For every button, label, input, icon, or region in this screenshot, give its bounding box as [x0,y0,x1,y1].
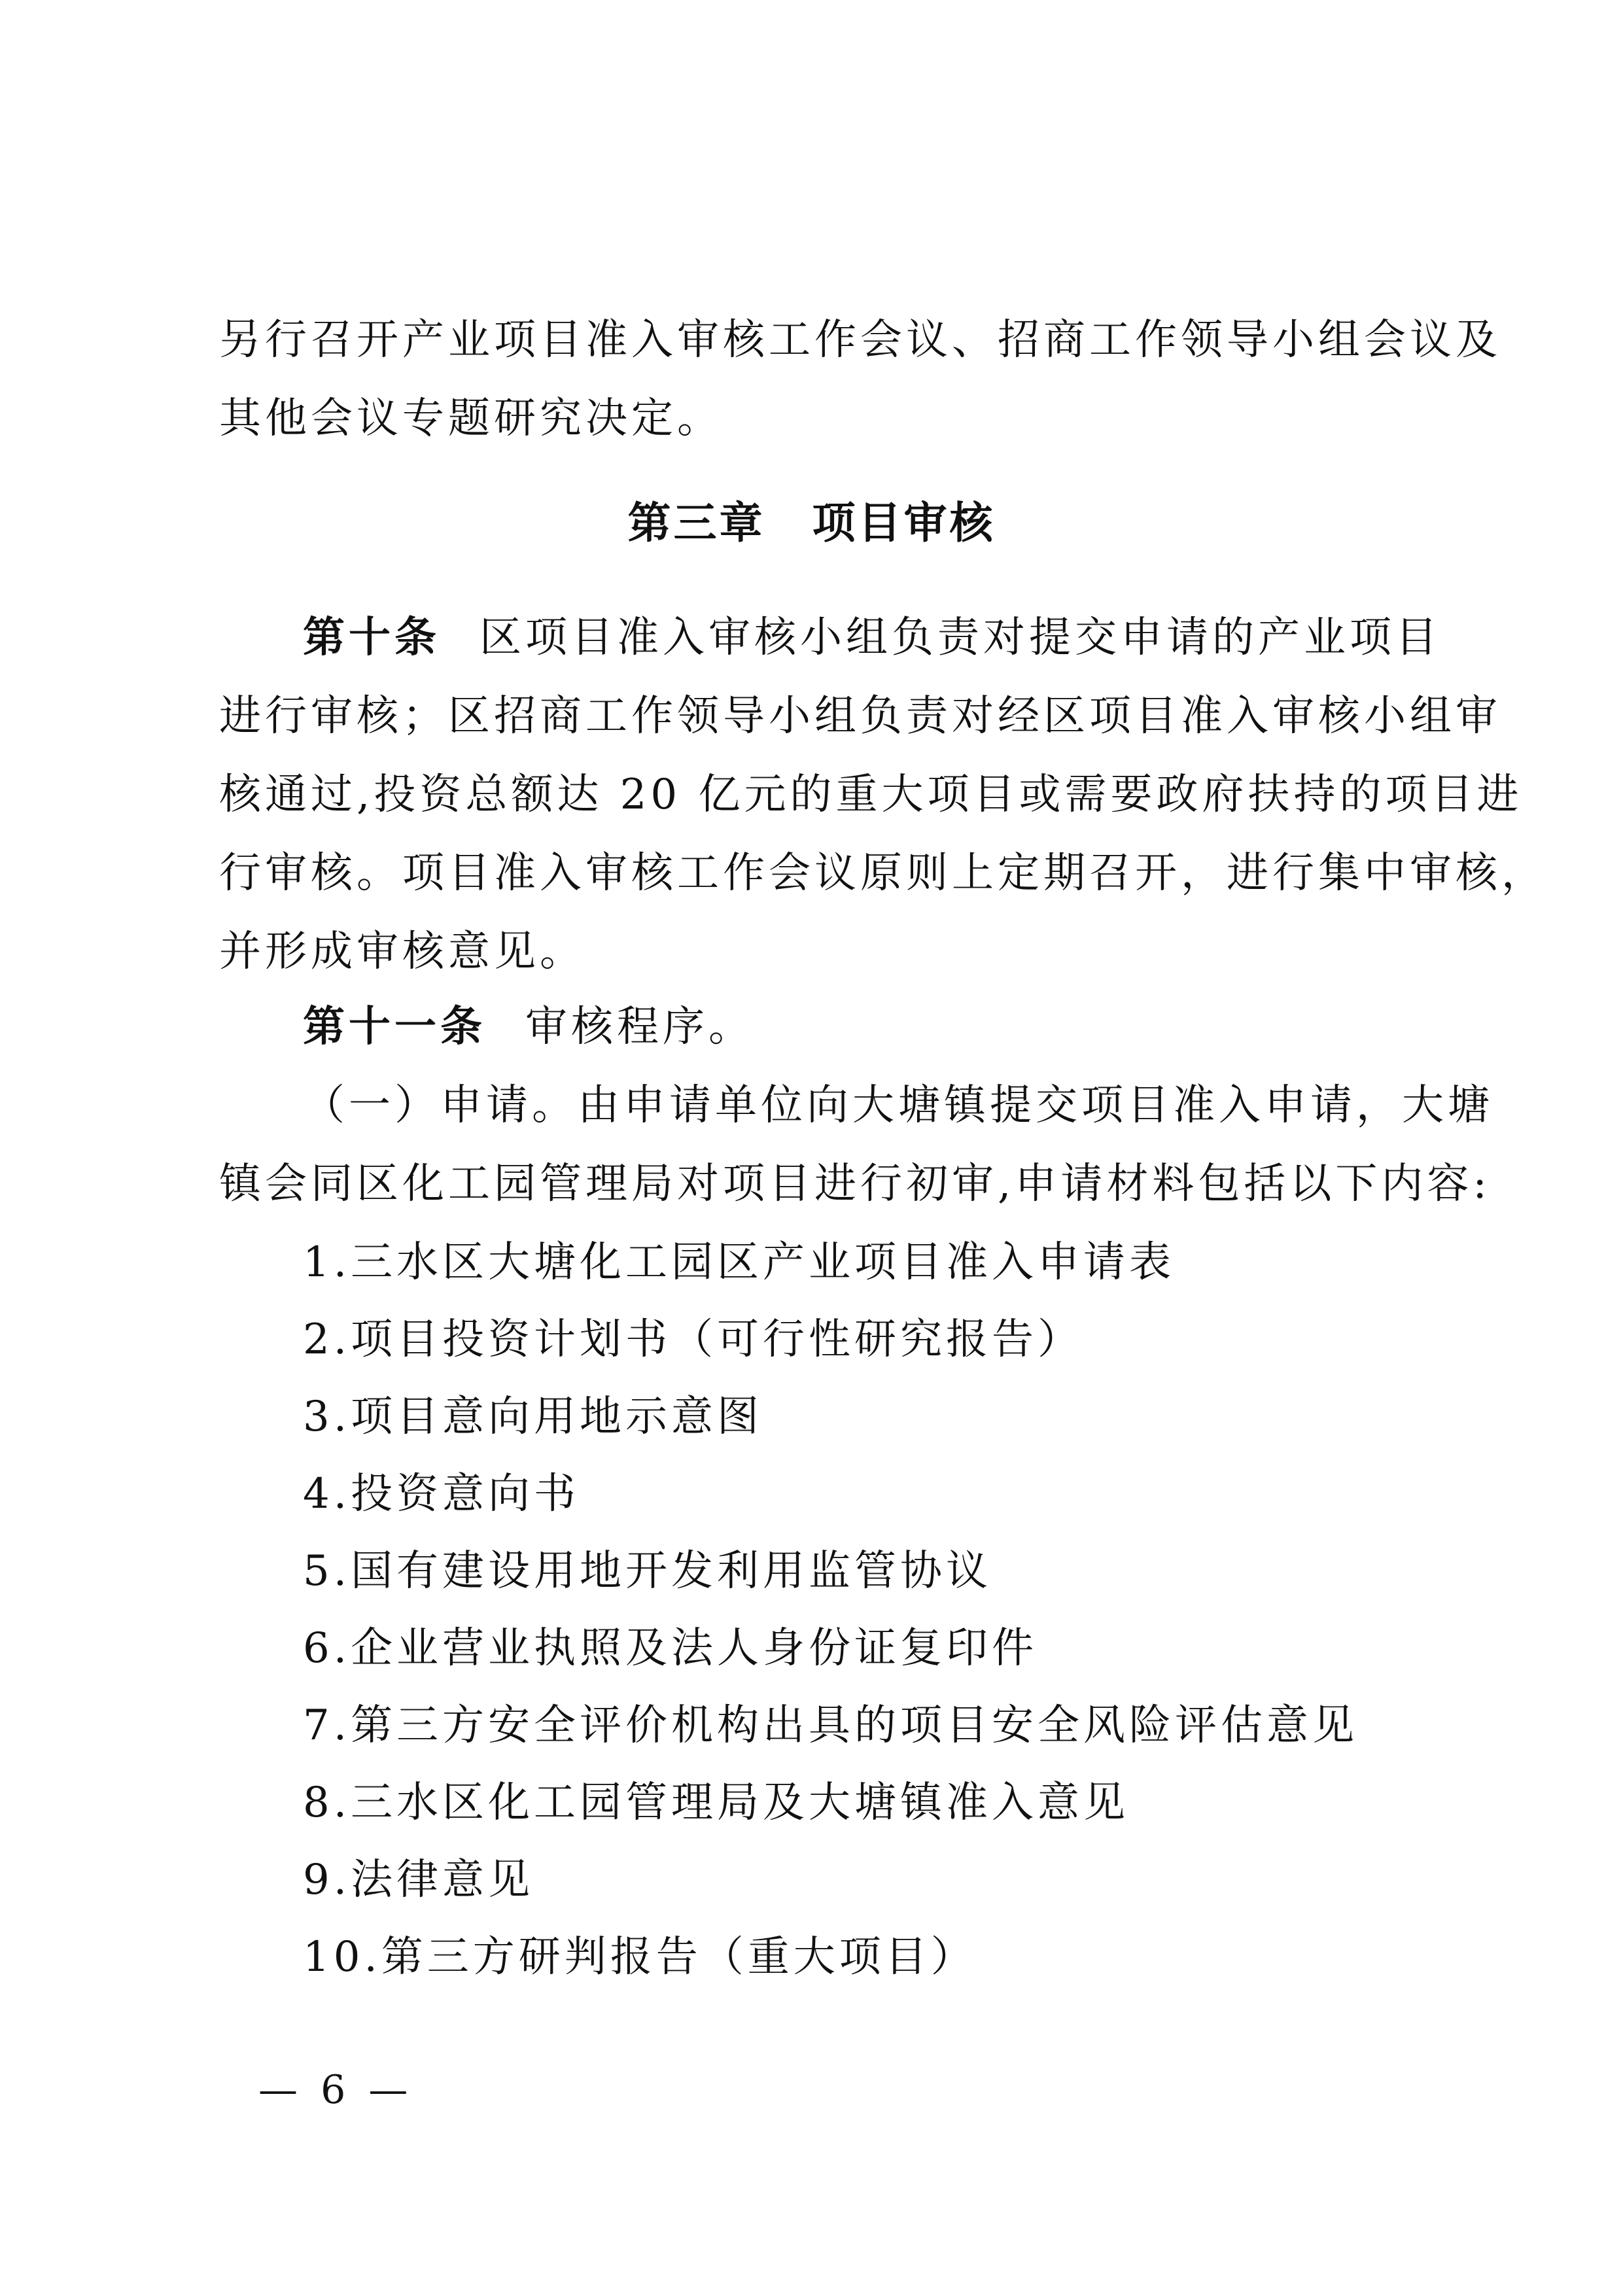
article-10-line-5: 并形成审核意见。 [219,928,585,976]
section-1-line-1: （一）申请。由申请单位向大塘镇提交项目准入申请，大塘 [303,1081,1493,1130]
article-10-line-3: 核通过,投资总额达 20 亿元的重大项目或需要政府扶持的项目进 [219,771,1523,819]
material-item-5: 5.国有建设用地开发利用监管协议 [303,1547,992,1595]
intro-line-2: 其他会议专题研究决定。 [219,394,723,443]
material-item-4: 4.投资意向书 [303,1470,580,1518]
article-10-line-4: 行审核。项目准入审核工作会议原则上定期召开，进行集中审核， [219,849,1547,897]
chapter-heading [0,487,1623,559]
material-item-7: 7.第三方安全评价机构出具的项目安全风险评估意见 [303,1701,1359,1750]
intro-line-1: 另行召开产业项目准入审核工作会议、招商工作领导小组会议及 [219,316,1501,364]
section-1-line-2: 镇会同区化工园管理局对项目进行初审,申请材料包括以下内容: [219,1160,1491,1208]
material-item-1: 1.三水区大塘化工园区产业项目准入申请表 [303,1238,1176,1287]
article-11-text: 审核程序。 [525,1003,754,1051]
page-number: — 6 — [258,2067,413,2113]
article-11-line [303,994,1416,1060]
material-item-9: 9.法律意见 [303,1856,534,1904]
material-item-6: 6.企业营业执照及法人身份证复印件 [303,1624,1038,1673]
material-item-2: 2.项目投资计划书（可行性研究报告） [303,1315,1084,1364]
chapter-number: 第三章 [627,498,765,548]
article-10-line-2: 进行审核；区招商工作领导小组负责对经区项目准入审核小组审 [219,692,1501,740]
article-10-text-1: 区项目准入审核小组负责对提交申请的产业项目 [480,614,1441,662]
article-10-heading: 第十条 [303,614,440,662]
article-10-line-1 [303,605,1441,670]
chapter-title: 项目审核 [812,498,996,548]
material-item-10: 10.第三方研判报告（重大项目） [303,1933,977,1981]
material-item-8: 8.三水区化工园管理局及大塘镇准入意见 [303,1779,1130,1827]
material-item-3: 3.项目意向用地示意图 [303,1393,763,1441]
article-11-heading: 第十一条 [303,1003,486,1051]
